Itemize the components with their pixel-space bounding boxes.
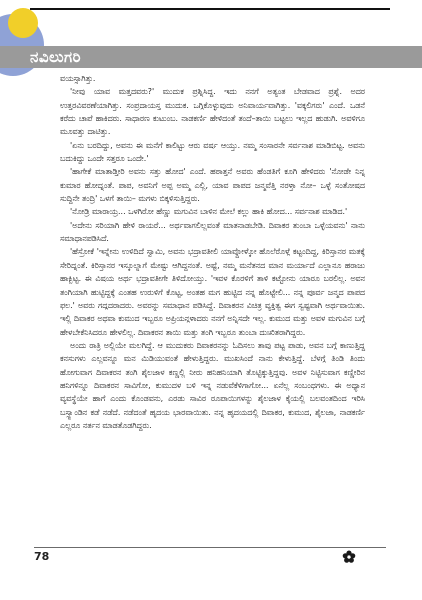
decorative-yellow-circle [8,8,38,38]
bottom-rule [34,547,386,548]
paragraph: 'ಹೆಸ್ರೋಕೆ 'ಇನ್ನೇನು ಉಳಿದಿದೆ ಸ್ವಾಮಿ, ಅವನು ಭದ್ರಾವತೀಲಿ ಯಾವ್ದೋಳ್ಕೋ ಹೊಲೆರೊಳ್ಗೆ ಕಟ್ಟಂದಿದ್ದ, ಕಿರಿಸ್ತಾನರ ಮತಕ್ಕೆ ಸೇರಿದ್ನಂತೆ. ಕಿರಿಸ್ತಾನರ ಇಸ್ಕೂಲ್ನಾಗೆ ಮೇಷ್ಟು ಆಗಿದ್ದನಂತೆ. ಅಷ್ಟೆ, ನಮ್ಮ ಮನೆತನದ ಮಾನ ಮರ್ಯಾದೆ ಎಲ್ಲಾನೂ ಹರಾಜು ಹಾಕ್ಬಿಟ್ಟ. ಈ ವಿಷಯ ಅರ್ಥ ಭದ್ರಾವತೀಗೇ ತಿಳಿದೋಯ್ತು. 'ಇವಳ ಕೊರಳಿಗೆ ತಾಳಿ ಕಟ್ಟೋನು ಯಾರೂ ಬರಲಿಲ್ಲ. ಅವನ ತಂಗಿಯಾಗಿ ಹುಟ್ಟಿದ್ದಕ್ಕೆ ಎಂತಹ ಉರುಳಿಗೆ ಕೊಟ್ಟ, ಅಂತಹ ಮಗ ಹುಟ್ಟಿದ ನನ್ನ ಹೊಟ್ಟೇಲಿ... ನನ್ನ ಪೂರ್ವ ಜನ್ಮದ ಪಾಪದ ಫಲ.' ಅವರು ಗದ್ಗದರಾದರು. ಅವರನ್ನು ಸಮಾಧಾನ ಪಡಿಸಿದ್ದೆ. ದಿವಾಕರನ ವಿಚಿತ್ರ ವ್ಯಕ್ತಿತ್ವ ಈಗ ಸ್ವಷ್ಟವಾಗಿ ಅರ್ಥವಾಯಿತು. ಇಲ್ಲಿ ದಿವಾಕರ ಅಥವಾ ಕುಮುದ ಇಬ್ಬರೂ ಅಪ್ರಿಯನ್ಗಳಾದರು ನನಗೆ ಅನ್ನಿಸದೇ ಇಲ್ಲ. ಕುಮುದ ಮತ್ತು ಅವಳ ಮಗುವಿನ ಬಗ್ಗೆ ಹೇಳಬೇಕೆನಿಸಿದರೂ ಹೇಳಲಿಲ್ಲ. ದಿವಾಕರನ ತಾಯಿ ಮತ್ತು ತಂಗಿ ಇಬ್ಬರೂ ತುಂಬಾ ದುಃಖಿತರಾಗಿದ್ದರು. [60,247,365,337]
page-number: 78 [34,550,50,563]
paragraph: 'ಏನು ಬರದಿದ್ದು, ಅವನು ಈ ಮನೆಗೆ ಕಾಲಿಟ್ಟು ಆರು ವರ್ಷ ಆಯ್ತು. ನಮ್ಮ ಸಂಸಾರನೇ ಸರ್ವನಾಶ ಮಾಡಿಬಿಟ್ಟ. ಅವನು ಬದುಕಿದ್ದು ಒಂದೇ ಸತ್ತರೂ ಒಂದೇ.' [60,140,365,164]
paragraph: 'ನೋಡ್ರಿ ಮಾರಾಯ್ರ... ಒಳಗಿರೋ ಹೆಣ್ಣು ಮಗುವಿನ ಬಾಳಿನ ಮೇಲೆ ಕಲ್ಲು ಹಾಕಿ ಹೋದ... ಸರ್ವನಾಶ ಮಾಡಿದ.' [70,207,348,217]
top-rule [30,8,390,10]
body-text [60,72,365,432]
flower-icon [342,550,356,564]
paragraph: 'ಅದೇನು ಸರಿಯಾಗಿ ಹೇಳಿ ರಾಯರೆ... ಅರ್ಥವಾಗಲಿಲ್ಲವಂತೆ ಮಾತನಾಡಬೇಡಿ. ದಿವಾಕರ ತುಂಬಾ ಒಳ್ಳೆಯವನು' ನಾನು ಸಮಾಧಾನಪಡಿಸಿದೆ. [60,220,365,244]
paragraph: 'ನೀವು ಯಾವ ಮತ್ತದವರು?' ಮುದುಕ ಪ್ರಶ್ನಿಸಿದ್ದ. ಇದು ನನಗೆ ಅತ್ಯಂತ ಬೇಡವಾದ ಪ್ರಶ್ನೆ. ಅದರ ಉತ್ತರವಿವರಣೆಯಾಗಿತ್ತು. ಸಂಪ್ರದಾಯಸ್ತ ಮುದುಕ. ಒಗ್ಗಿಕೊಳ್ಳುವುದು ಅನಿವಾರ್ಯವಾಗಿತ್ತು. 'ವಕ್ಕಲಿಗರು' ಎಂದೆ. ಒಡನೆ ಕರೆದು ಚಾಪೆ ಹಾಕಿದರು. ಸಾಧಾರಣ ಕುಟುಂಬ. ನಾಡಕರ್ಣಿ ಹೇಳಿದಂತೆ ತಂದೆ–ತಾಯಿ ಬಟ್ಟಲು ಇಲ್ಲದ ಹುಡುಗಿ. ಅವಳಿಗೂ ಮೂವತ್ತು ದಾಟಿತ್ತು. [60,87,365,137]
running-header-title: ನವಿಲುಗರಿ [30,48,82,66]
paragraph: ಅಂದು ರಾತ್ರಿ ಅಲ್ಲಿಯೇ ಮಲಗಿದ್ದೆ. ಆ ಮುದುಕರು ದಿವಾಕರನನ್ನು ಓದಿಸಲು ತಾವು ಪಟ್ಟ ಪಾಡು, ಅವನ ಬಗ್ಗೆ ಕಾಣುತ್ತಿದ್ದ ಕನಸುಗಳು ಎಲ್ಲವನ್ನೂ ಮನ ಮಿಡಿಯುವಂತೆ ಹೇಳುತ್ತಿದ್ದರು. ಮುಖಸಿಂದೆ ನಾನು ಕೇಳುತ್ತಿದ್ದೆ. ಬೆಳಗ್ಗೆ ತಿಂಡಿ ತಿಂದು ಹೋಗುವಾಗ ದಿವಾಕರನ ತಂಗಿ ಶೈಲಜಾಳ ಕಣ್ಣಲ್ಲಿ ನೀರು ಹನಿಹನಿಯಾಗಿ ತೊಟ್ಟಿಕ್ಕುತ್ತಿದ್ದವು. ಅವಳ ನಿಟ್ಟಿಸುವಾಗ ಕಣ್ಣೀರಿನ ಹನಿಗಳಿನ್ನೂ ದಿವಾಕರನ ಸಾವಿಗೋ, ಕುಮುದಳ ಬಳಿ ಇನ್ನ ನಡುವೆಕೆಳಿಗಾಗೋ... ಏನೆಲ್ಲ ಸಂಬಂಧಗಳು. ಈ ಅಧ್ಯಾನ ವ್ಯವಸ್ಥೆಯೇ ಹಾಗೆ ಎಂದು ಕೊಂಡವನು, ಎರಡು ಸಾವಿರ ರೂಪಾಯಿಗಳನ್ನು ಶೈಲಜಾಳ ಕೈಯಲ್ಲಿ ಬಲವಂತದಿಂದ ಇರಿಸಿ ಬಸ್ಸ್ಟಾಂಡಿನ ಕಡೆ ನಡೆದೆ. ನಡೆದಂತೆ ಹೃದಯ ಭಾರವಾಯಿತು. ನನ್ನ ಹೃದಯದಲ್ಲಿ ದಿವಾಕರ, ಕುಮುದ, ಶೈಲಜಾ, ನಾಡಕರ್ಣಿ ಎಲ್ಲರೂ ನರ್ತನ ಮಾಡತೊಡಗಿದ್ದರು. [60,340,365,430]
paragraph: 'ಹಾಗೇಕೆ ಮಾತಾಡ್ತೀರಿ ಅವನು ಸತ್ತು ಹೋದ' ಎಂದೆ. ಹಠಾತ್ತನೆ ಅವರು ಹೆಂಡತಿಗೆ ಕೂಗಿ ಹೇಳಿದರು 'ನೋಡೇ ನಿನ್ನ ಕುಮಾರ ಹೋದ್ನಂತೆ. ಪಾಪ, ಅವನಿಗೆ ಅಪ್ಪ ಅಮ್ಮ ಎಲ್ಲಿ, ಯಾವ ಪಾಪದ ಜನ್ಮವೆತ್ತಿ ನರಳ್ತಾ ನೋ– ಒಳ್ಳೆ ಸಂತೋಷದ ಸುದ್ದಿನೇ ತಂದ್ರಿ' ಒಳಗೆ ತಾಯಿ– ಮಗಳು ಬಿಕ್ಕಳಿಸುತ್ತಿದ್ದರು. [60,167,365,204]
paragraph: ವಯಸ್ಸಾಗಿತ್ತು. [60,74,96,83]
